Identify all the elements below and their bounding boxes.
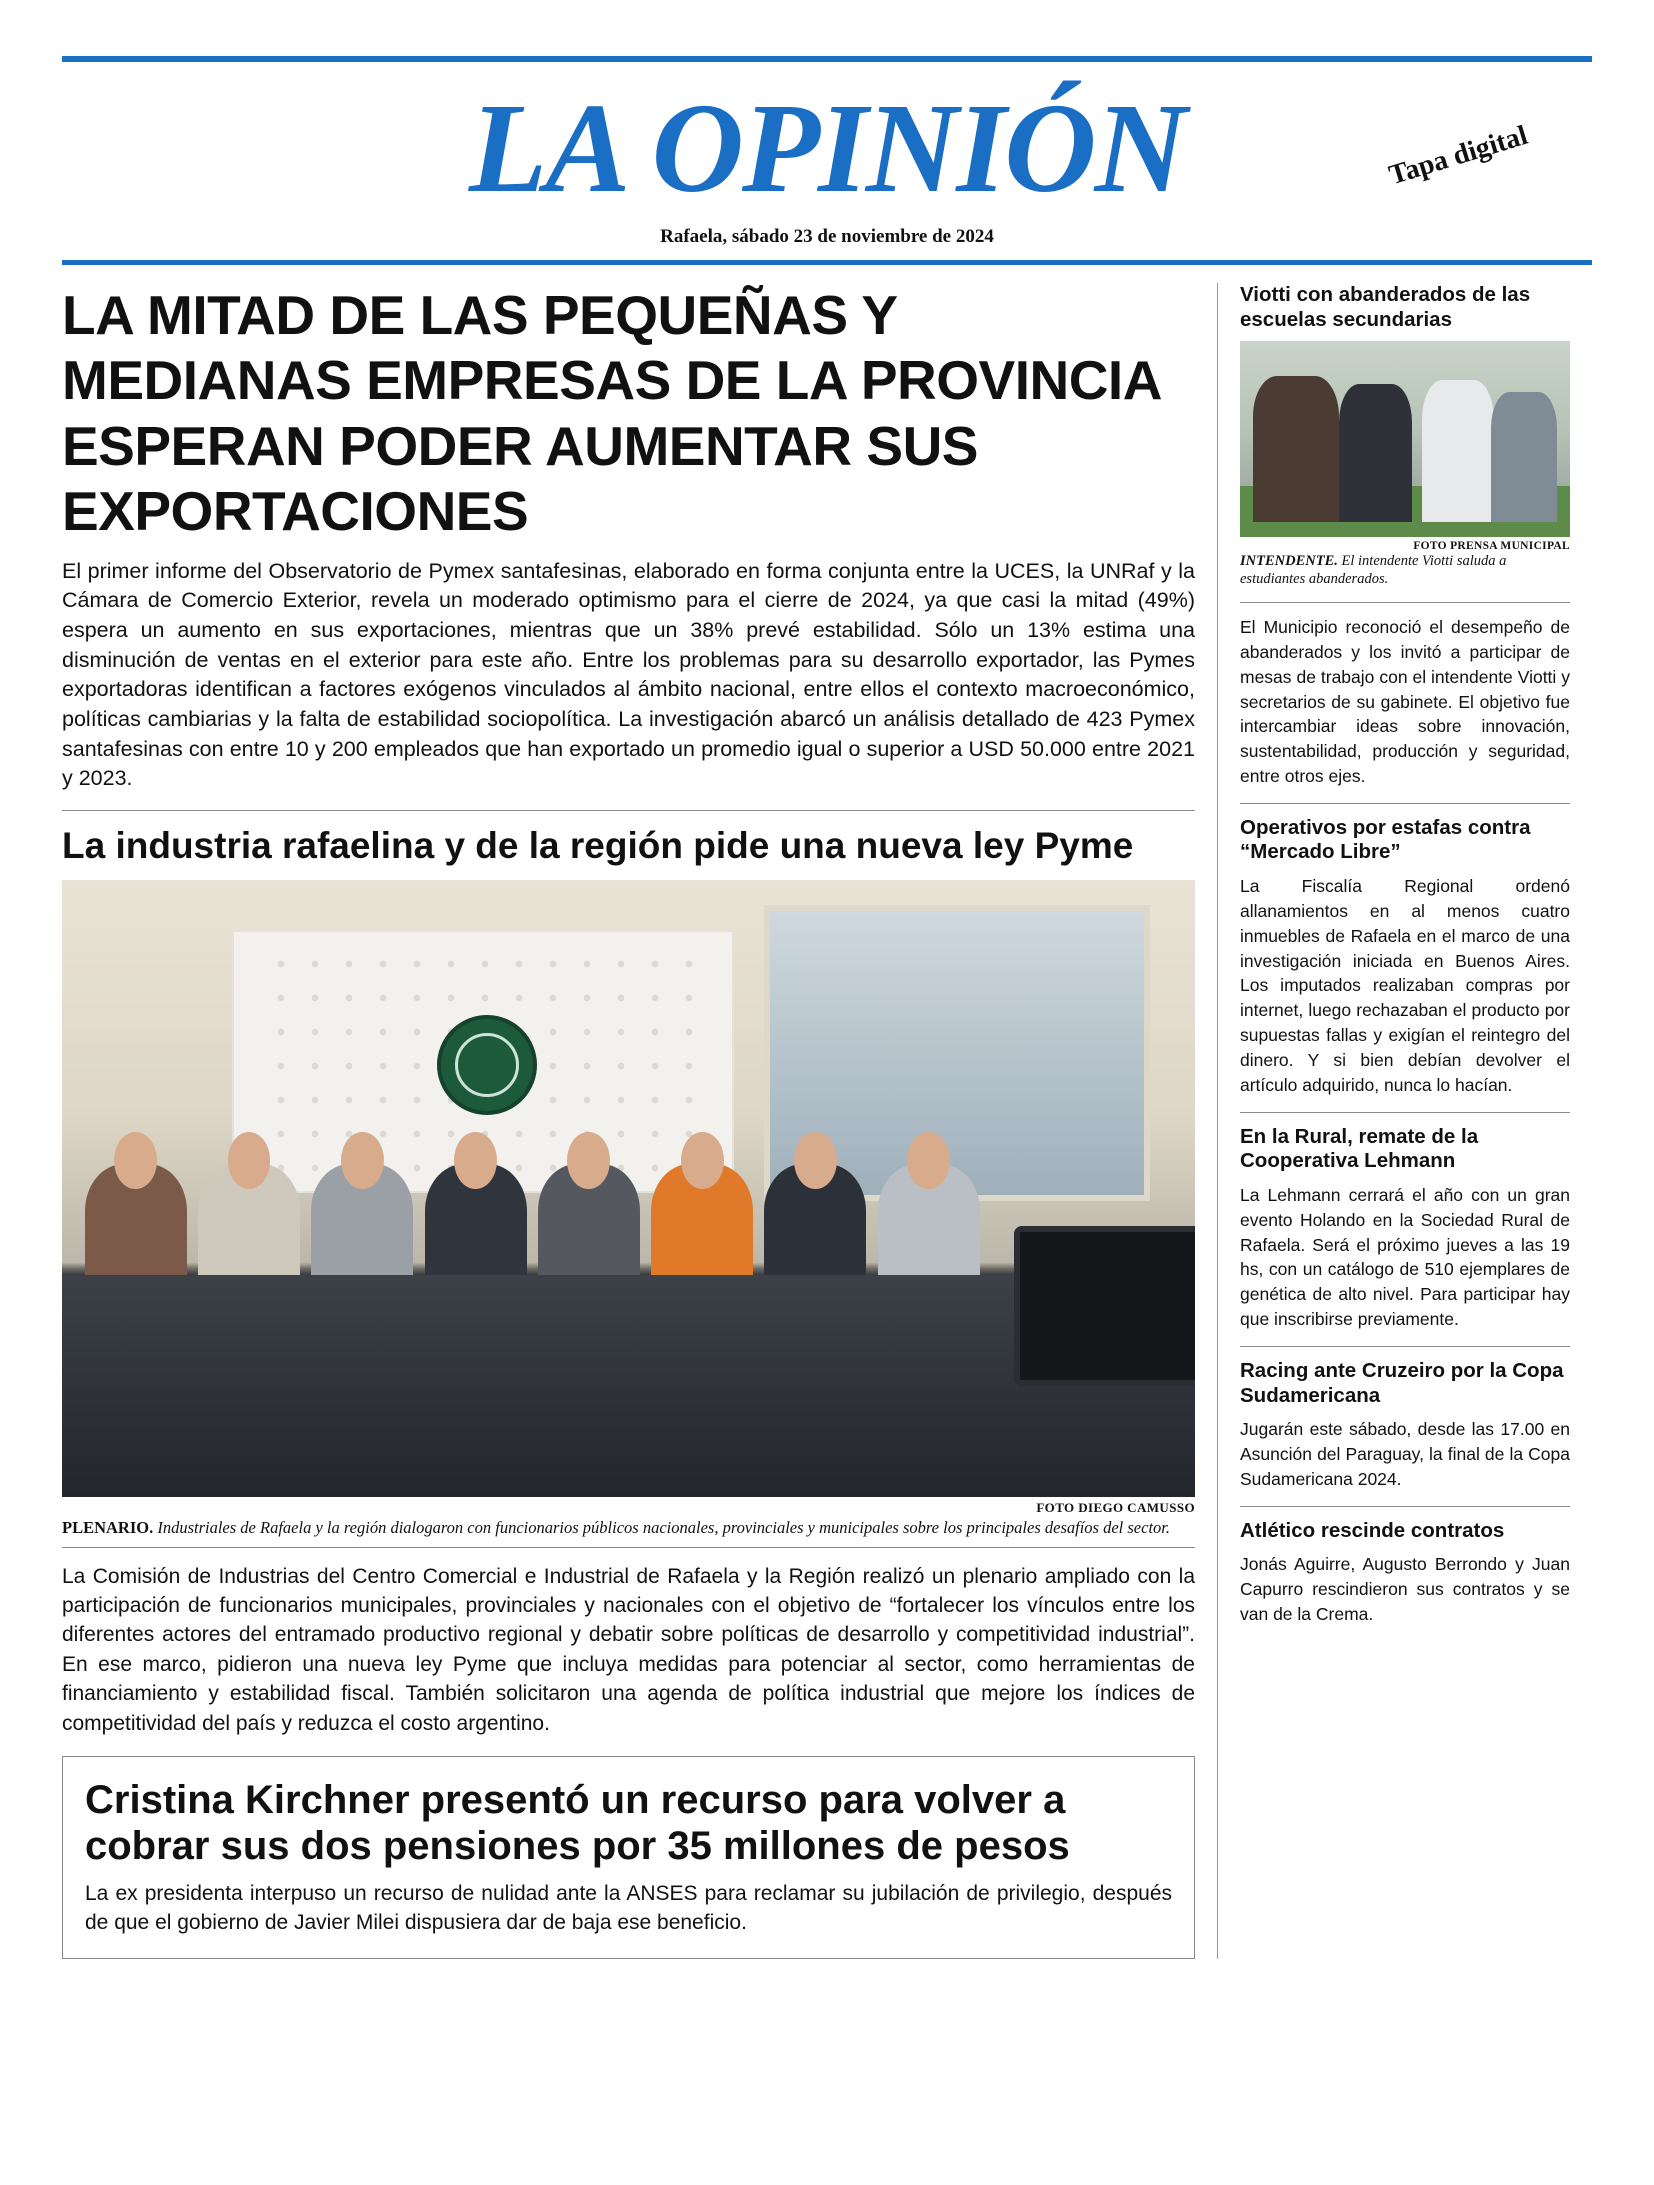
sidebar-divider xyxy=(1240,1112,1570,1113)
sidebar-divider xyxy=(1240,1346,1570,1347)
sidebar-body: Jonás Aguirre, Augusto Berrondo y Juan Capurro rescindieron sus contratos y se van de la Crema. xyxy=(1240,1554,1570,1624)
sidebar-column xyxy=(1218,283,1570,1959)
second-story-caption xyxy=(62,1518,1195,1538)
masthead xyxy=(62,0,1592,265)
second-story-photo-credit: FOTO DIEGO CAMUSSO xyxy=(1036,1500,1195,1516)
sidebar-headline: Atlético rescinde contratos xyxy=(1240,1518,1505,1542)
divider-after-caption xyxy=(62,1547,1195,1548)
sidebar-headline: Operativos por estafas contra “Mercado Libre” xyxy=(1240,815,1531,864)
sidebar-item-lehmann xyxy=(1240,1125,1570,1332)
boxed-story xyxy=(62,1756,1195,1959)
sidebar-body: La Fiscalía Regional ordenó allanamientos en al menos cuatro inmuebles de Rafaela en el marco de una investigación iniciada en Buenos Aires. Los imputados realizaban compras por internet, luego rechazaban el producto por supuestas fallas y exigían el reintegro del dinero. Y si bien debían devolver el artículo adquirido, nunca lo hacían. xyxy=(1240,876,1570,1095)
sidebar-caption-lead-in: INTENDENTE. xyxy=(1240,553,1338,570)
sidebar-headline: Viotti con abanderados de las escuelas secundarias xyxy=(1240,283,1531,331)
caption-text: Industriales de Rafaela y la región dialogaron con funcionarios públicos nacionales, provinciales y municipales sobre los principales desafíos del sector. xyxy=(153,1518,1170,1538)
tapa-digital-label: Tapa digital xyxy=(1385,119,1532,192)
sidebar-photo xyxy=(1240,341,1570,537)
sidebar-headline: Racing ante Cruzeiro por la Copa Sudamericana xyxy=(1240,1358,1564,1407)
sidebar-divider xyxy=(1240,1506,1570,1507)
sidebar-headline: En la Rural, remate de la Cooperativa Lehmann xyxy=(1240,1124,1479,1173)
page-content xyxy=(62,283,1592,1959)
masthead-logo-row xyxy=(62,62,1592,219)
sidebar-divider xyxy=(1240,803,1570,804)
sidebar-caption-text: El intendente Viotti saluda a estudiantes abanderados. xyxy=(1240,553,1507,587)
sidebar-photo-credit: FOTO PRENSA MUNICIPAL xyxy=(1413,540,1570,553)
masthead-bottom-rule xyxy=(62,260,1592,265)
sidebar-item-racing xyxy=(1240,1359,1570,1492)
sidebar-item-atletico xyxy=(1240,1519,1570,1627)
boxed-story-body: La ex presidenta interpuso un recurso de nulidad ante la ANSES para reclamar su jubilación de privilegio, después de que el gobierno de Javier Milei dispusiera dar de baja ese beneficio. xyxy=(85,1881,1172,1934)
sidebar-body: La Lehmann cerrará el año con un gran evento Holando en la Sociedad Rural de Rafaela. Será el próximo jueves a las 19 hs, con un catálogo de 510 ejemplares de genética de alto nivel. Para participar hay que inscribirse previamente. xyxy=(1240,1184,1570,1330)
caption-lead-in: PLENARIO. xyxy=(62,1518,154,1538)
lead-story-body: El primer informe del Observatorio de Pymex santafesinas, elaborado en forma conjunta entre la UCES, la UNRaf y la Cámara de Comercio Exterior, revela un moderado optimismo para el cierre de 2024, ya que casi la mitad (49%) espera un aumento en sus exportaciones, mientras que un 38% prevé estabilidad. Sólo un 13% estima una disminución de ventas en el exterior para este año. Entre los problemas para su desarrollo exportador, las Pymes exportadoras identifican a factores exógenos vinculados al ámbito nacional, entre ellos el contexto macroeconómico, políticas cambiarias y la falta de estabilidad sociopolítica. La investigación abarcó un análisis detallado de 423 Pymex santafesinas con entre 10 y 200 empleados que han exportado un promedio igual o superior a USD 50.000 entre 2021 y 2023. xyxy=(62,558,1195,791)
divider-after-lead xyxy=(62,810,1195,811)
main-column xyxy=(62,283,1217,1959)
sidebar-body: Jugarán este sábado, desde las 17.00 en Asunción del Paraguay, la final de la Copa Sudamericana 2024. xyxy=(1240,1419,1570,1489)
lead-story-headline: LA MITAD DE LAS PEQUEÑAS Y MEDIANAS EMPRESAS DE LA PROVINCIA ESPERAN PODER AUMENTAR SUS EXPORTACIONES xyxy=(62,284,1160,543)
second-story-body: La Comisión de Industrias del Centro Comercial e Industrial de Rafaela y la Región realizó un plenario ampliado con la participación de funcionarios municipales, provinciales y nacionales con el objetivo de “fortalecer los vínculos entre los diferentes actores del entramado productivo regional y debatir sobre políticas de desarrollo y competitividad industrial”. En ese marco, pidieron una nueva ley Pyme que incluya medidas para potenciar al sector, como herramientas de financiamiento y estabilidad fiscal. También solicitaron una agenda de política industrial que mejore los índices de competitividad del país y reduzca el costo argentino. xyxy=(62,1564,1195,1735)
boxed-story-headline: Cristina Kirchner presentó un recurso para volver a cobrar sus dos pensiones por 35 millones de pesos xyxy=(85,1777,1070,1869)
sidebar-divider xyxy=(1240,602,1570,603)
newspaper-logo: LA OPINIÓN xyxy=(468,77,1186,219)
dateline: Rafaela, sábado 23 de noviembre de 2024 xyxy=(660,226,994,247)
sidebar-item-viotti xyxy=(1240,283,1570,789)
sidebar-body: El Municipio reconoció el desempeño de abanderados y los invitó a participar de mesas de trabajo con el intendente Viotti y secretarios de su gabinete. El objetivo fue intercambiar ideas sobre innovación, sustentabilidad, producción y seguridad, entre otros ejes. xyxy=(1240,616,1570,787)
sidebar-caption xyxy=(1240,553,1570,588)
sidebar-item-mercado-libre xyxy=(1240,816,1570,1098)
second-story-headline: La industria rafaelina y de la región pide una nueva ley Pyme xyxy=(62,825,1134,866)
second-story-photo xyxy=(62,880,1195,1497)
